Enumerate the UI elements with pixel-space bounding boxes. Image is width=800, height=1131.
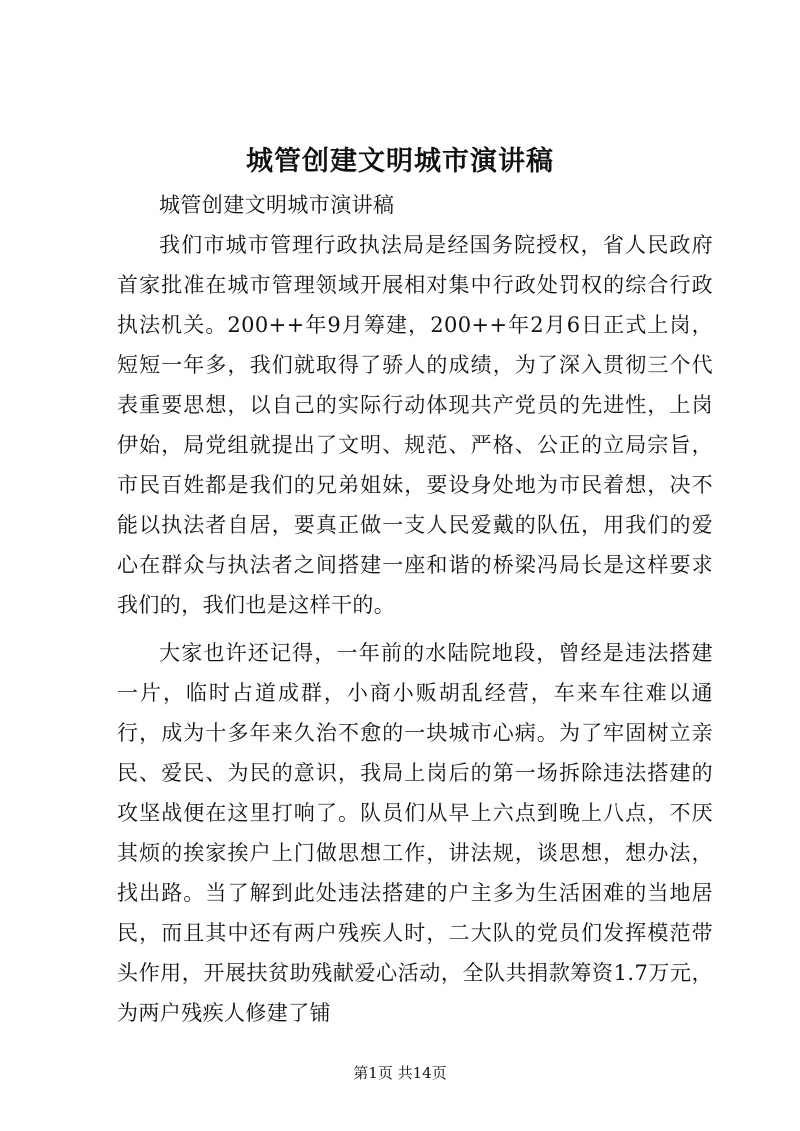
page-number: 第1页 共14页: [353, 1064, 447, 1082]
body-paragraph-1: 我们市城市管理行政执法局是经国务院授权，省人民政府首家批准在城市管理领域开展相对集中行政处罚权的综合行政执法机关。200++年9月筹建，200++年2月6日正式上岗，短短一年多，我们就取得了骄人的成绩，为了深入贯彻三个代表重要思想，以自己的实际行动体现共产党员的先进性，上岗伊始，局党组就提出了文明、规范、严格、公正的立局宗旨，市民百姓都是我们的兄弟姐妹，要设身处地为市民着想，决不能以执法者自居，要真正做一支人民爱戴的队伍，用我们的爱心在群众与执法者之间搭建一座和谐的桥梁冯局长是这样要求我们的，我们也是这样干的。: [117, 233, 713, 617]
subtitle-paragraph: 城管创建文明城市演讲稿: [159, 193, 395, 217]
document-body: [117, 185, 713, 1033]
document-title: 城管创建文明城市演讲稿: [246, 146, 554, 177]
body-paragraph-2: 大家也许还记得，一年前的水陆院地段，曾经是违法搭建一片，临时占道成群，小商小贩胡乱经营，车来车往难以通行，成为十多年来久治不愈的一块城市心病。为了牢固树立亲民、爱民、为民的意识，我局上岗后的第一场拆除违法搭建的攻坚战便在这里打响了。队员们从早上六点到晚上八点，不厌其烦的挨家挨户上门做思想工作，讲法规，谈思想，想办法，找出路。当了解到此处违法搭建的户主多为生活困难的当地居民，而且其中还有两户残疾人时，二大队的党员们发挥模范带头作用，开展扶贫助残献爱心活动，全队共捐款筹资1.7万元，为两户残疾人修建了铺: [117, 641, 713, 1025]
page-footer: [0, 1062, 800, 1084]
